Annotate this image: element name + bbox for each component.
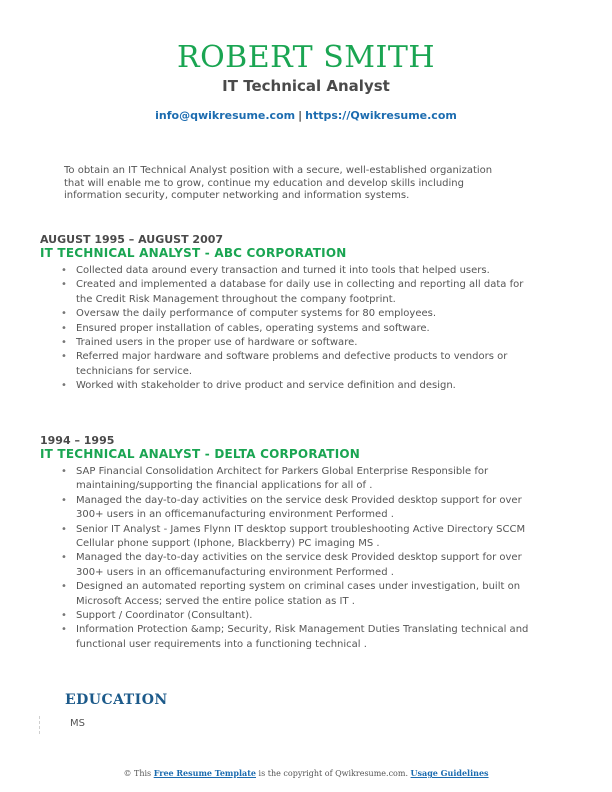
list-item: • Senior IT Analyst - James Flynn IT desktop support troubleshooting Active Directory SCCM Cellular phone support (Iphone, Blackberry) PC imaging MS . — [76, 523, 530, 552]
job-dates: AUGUST 1995 – AUGUST 2007 — [40, 233, 224, 246]
list-item: • Collected data around every transaction and turned it into tools that helped users. — [76, 264, 530, 278]
list-item: • Referred major hardware and software problems and defective products to vendors or technicians for service. — [76, 350, 530, 379]
job-dates: 1994 – 1995 — [40, 434, 115, 447]
list-item: • Created and implemented a database for daily use in collecting and reporting all data for the Credit Risk Management throughout the company footprint. — [76, 278, 530, 307]
list-item: • Information Protection &amp; Security, Risk Management Duties Translating technical and functional user requirements into a functioning technical . — [76, 623, 530, 652]
page-footer — [0, 768, 612, 778]
resume-header — [0, 40, 612, 123]
list-item: • Designed an automated reporting system on criminal cases under investigation, built on Microsoft Access; served the entire police station as IT . — [76, 580, 530, 609]
free-resume-template-link[interactable]: Free Resume Template — [153, 768, 256, 778]
candidate-name: ROBERT SMITH — [176, 40, 436, 75]
job-title: IT TECHNICAL ANALYST - ABC CORPORATION — [40, 246, 347, 260]
usage-guidelines-link[interactable]: Usage Guidelines — [410, 768, 489, 778]
objective-summary: To obtain an IT Technical Analyst position with a secure, well-established organization that will enable me to grow, continue my education and develop skills including information security, computer networking and information systems. — [64, 165, 493, 202]
education-degree: MS — [70, 718, 85, 729]
job-title: IT TECHNICAL ANALYST - DELTA CORPORATION — [40, 447, 361, 461]
footer-copyright-text: is the copyright of Qwikresume.com. — [258, 769, 408, 778]
list-item: • Worked with stakeholder to drive product and service definition and design. — [76, 379, 530, 393]
list-item: • Support / Coordinator (Consultant). — [76, 609, 530, 623]
list-item: • Trained users in the proper use of hardware or software. — [76, 336, 530, 350]
experience-entry — [40, 434, 530, 652]
contact-line — [0, 109, 612, 123]
list-item: • Managed the day-to-day activities on the service desk Provided desktop support for over 300+ users in an officemanufacturing environment Performed . — [76, 551, 530, 580]
education-heading: EDUCATION — [65, 692, 168, 708]
list-item: • Oversaw the daily performance of computer systems for 80 employees. — [76, 307, 530, 321]
job-duties-list — [40, 264, 530, 394]
candidate-title: IT Technical Analyst — [222, 77, 390, 95]
experience-entry — [40, 233, 530, 394]
list-item: • Ensured proper installation of cables, operating systems and software. — [76, 322, 530, 336]
list-item: • SAP Financial Consolidation Architect for Parkers Global Enterprise Responsible for maintaining/supporting the financial applications for all of . — [76, 465, 530, 494]
contact-separator: | — [298, 109, 303, 122]
list-item: • Managed the day-to-day activities on the service desk Provided desktop support for over 300+ users in an officemanufacturing environment Performed . — [76, 494, 530, 523]
footer-prefix: © This — [123, 769, 152, 778]
email-link[interactable]: info@qwikresume.com — [155, 109, 296, 122]
website-link[interactable]: https://Qwikresume.com — [305, 109, 457, 122]
job-duties-list — [40, 465, 530, 652]
education-divider — [39, 716, 40, 734]
